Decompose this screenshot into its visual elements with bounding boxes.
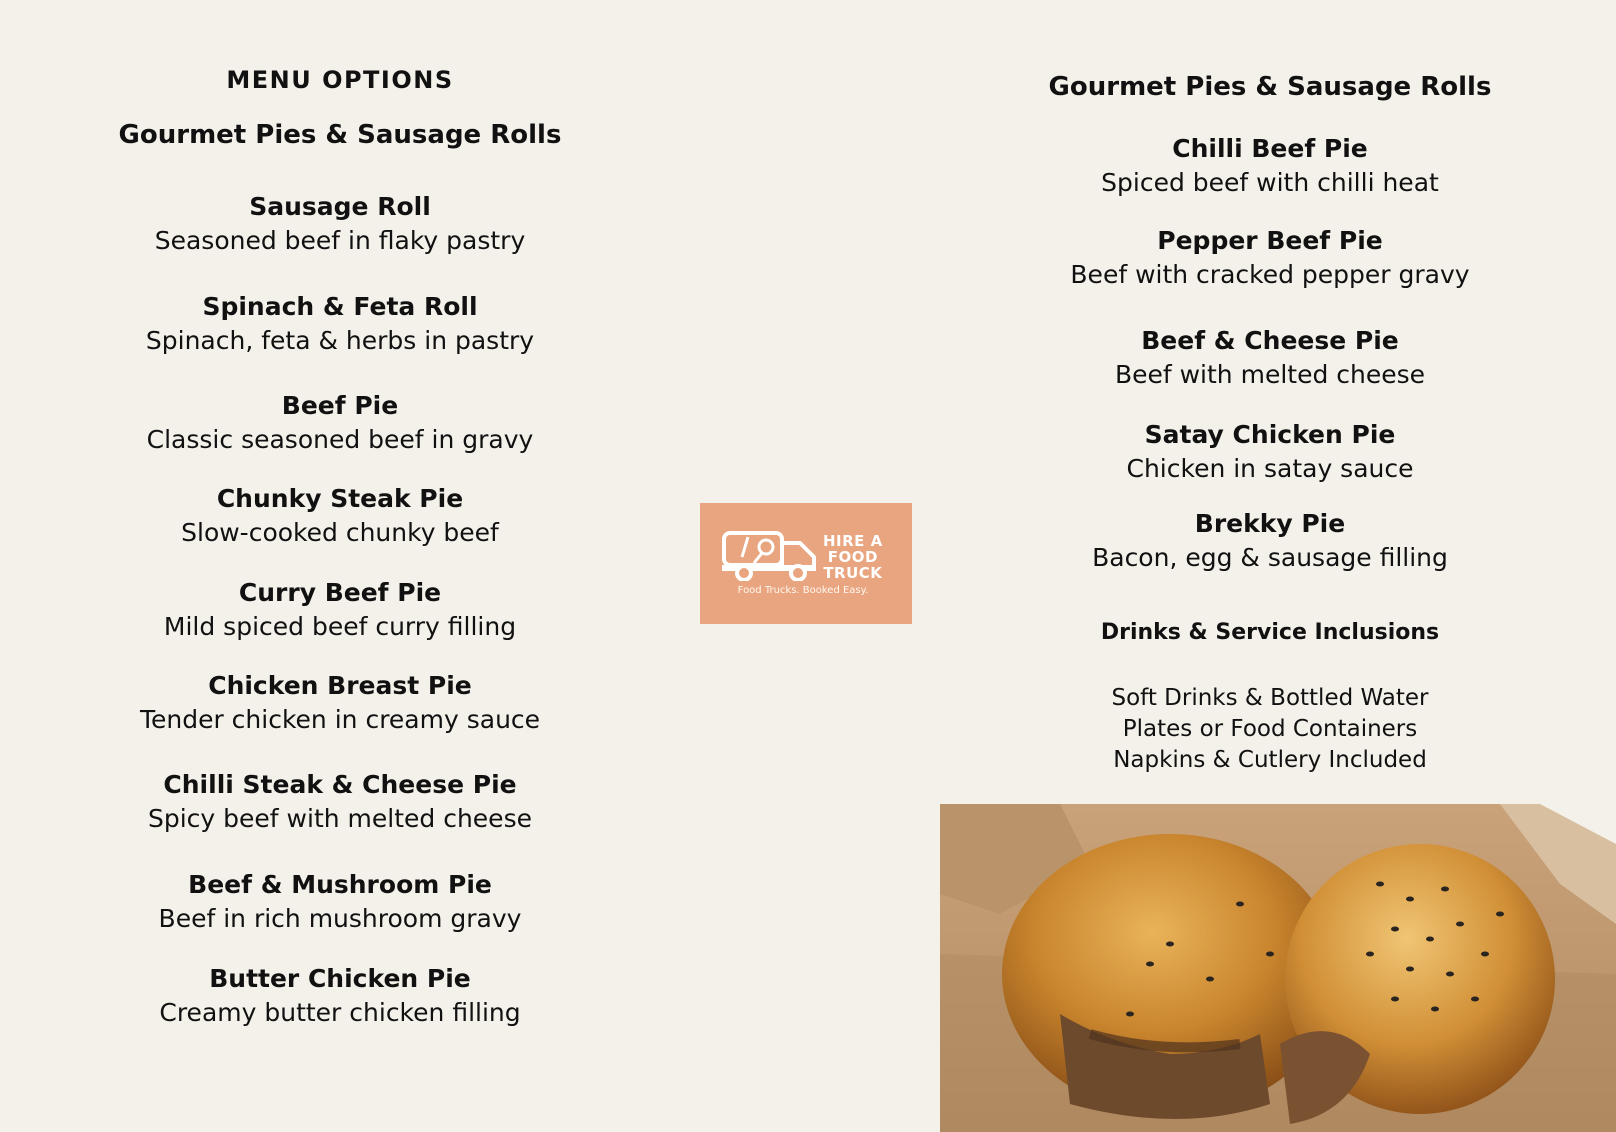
item-name: Chicken Breast Pie <box>208 671 472 700</box>
item-desc: Tender chicken in creamy sauce <box>139 705 541 734</box>
menu-item <box>100 290 580 358</box>
item-desc: Slow-cooked chunky beef <box>181 518 499 547</box>
menu-item <box>100 190 580 258</box>
item-name: Chunky Steak Pie <box>216 484 464 513</box>
item-name: Satay Chicken Pie <box>1144 420 1396 449</box>
item-desc: Classic seasoned beef in gravy <box>146 425 534 454</box>
logo-line: TRUCK <box>823 564 883 582</box>
item-name: Butter Chicken Pie <box>209 964 471 993</box>
inclusion-item: Soft Drinks & Bottled Water <box>1111 685 1429 711</box>
menu-item <box>1000 507 1540 575</box>
item-desc: Bacon, egg & sausage filling <box>1092 543 1448 572</box>
item-desc: Beef in rich mushroom gravy <box>158 904 522 933</box>
right-menu-column <box>1000 72 1540 773</box>
menu-item <box>100 389 580 457</box>
menu-item <box>1000 324 1540 392</box>
item-name: Sausage Roll <box>249 192 431 221</box>
item-name: Chilli Beef Pie <box>1172 134 1368 163</box>
menu-item <box>100 482 580 550</box>
menu-item <box>1000 132 1540 200</box>
menu-item <box>100 962 580 1030</box>
logo-line: HIRE A <box>823 532 883 550</box>
item-desc: Mild spiced beef curry filling <box>163 612 517 641</box>
inclusions-list <box>1000 683 1540 776</box>
item-name: Beef & Mushroom Pie <box>188 870 492 899</box>
item-desc: Creamy butter chicken filling <box>159 998 521 1027</box>
pie-photo-illustration <box>940 804 1616 1132</box>
logo-line: FOOD <box>827 548 878 566</box>
item-desc: Spicy beef with melted cheese <box>148 804 532 833</box>
inclusion-item: Plates or Food Containers <box>1122 716 1418 742</box>
logo-wordmark <box>823 533 883 581</box>
menu-item <box>100 768 580 836</box>
section-title-left: Gourmet Pies & Sausage Rolls <box>118 120 562 150</box>
pie-photo <box>940 804 1616 1132</box>
item-name: Spinach & Feta Roll <box>202 292 478 321</box>
logo-tagline: Food Trucks. Booked Easy. <box>737 585 869 596</box>
inclusions-title: Drinks & Service Inclusions <box>1100 620 1440 645</box>
item-desc: Chicken in satay sauce <box>1126 454 1414 483</box>
item-desc: Beef with cracked pepper gravy <box>1070 260 1470 289</box>
item-desc: Spiced beef with chilli heat <box>1101 168 1439 197</box>
hire-a-food-truck-logo <box>700 503 912 624</box>
item-name: Curry Beef Pie <box>238 578 442 607</box>
item-name: Chilli Steak & Cheese Pie <box>163 770 517 799</box>
item-desc: Seasoned beef in flaky pastry <box>154 226 526 255</box>
menu-item <box>1000 418 1540 486</box>
menu-item <box>100 868 580 936</box>
item-name: Beef & Cheese Pie <box>1141 326 1399 355</box>
inclusion-item: Napkins & Cutlery Included <box>1113 747 1427 773</box>
section-title-right: Gourmet Pies & Sausage Rolls <box>1048 72 1492 102</box>
item-name: Pepper Beef Pie <box>1157 226 1383 255</box>
menu-item <box>1000 224 1540 292</box>
left-menu-column <box>100 66 580 1027</box>
menu-heading: MENU OPTIONS <box>226 66 454 94</box>
menu-item <box>100 669 580 737</box>
item-desc: Spinach, feta & herbs in pastry <box>145 326 535 355</box>
item-name: Brekky Pie <box>1194 509 1346 538</box>
item-name: Beef Pie <box>281 391 399 420</box>
menu-item <box>100 576 580 644</box>
food-truck-icon <box>722 529 822 581</box>
item-desc: Beef with melted cheese <box>1114 360 1426 389</box>
